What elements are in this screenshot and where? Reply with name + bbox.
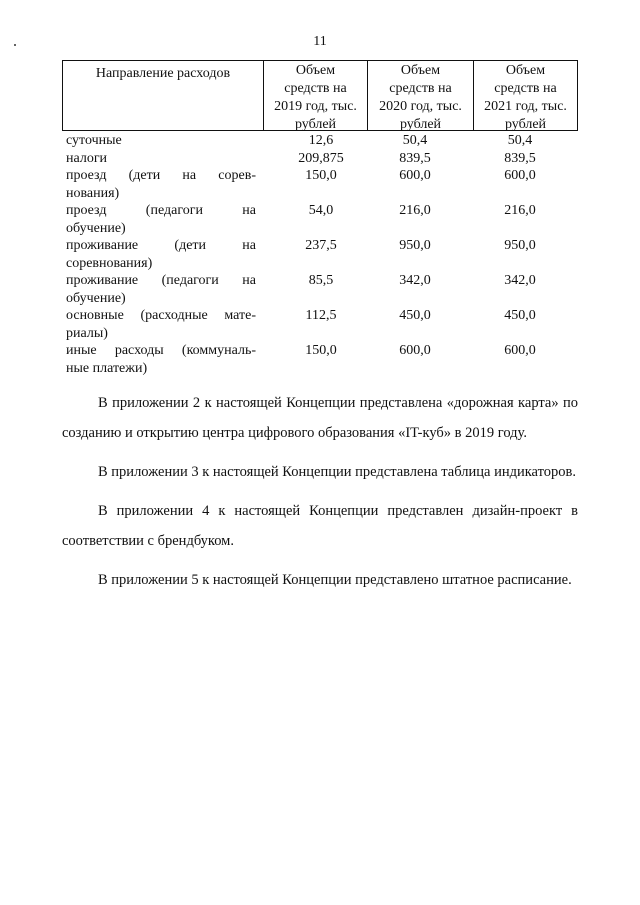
header-line: рублей <box>504 117 547 132</box>
row-label-line: нования) <box>66 185 120 201</box>
header-line: Направление расходов <box>95 66 231 81</box>
body-text <box>62 388 578 604</box>
header-line: средств на <box>389 81 452 96</box>
paragraph: В приложении 3 к настоящей Концепции представлена таблица индикаторов. <box>98 464 576 480</box>
row-label: налоги <box>66 150 108 166</box>
row-label <box>66 167 256 202</box>
row-label-line: проживание (дети на <box>66 238 256 253</box>
header-line: 2021 год, тыс. <box>484 99 567 114</box>
value-2020: 50,4 <box>402 133 428 148</box>
row-label-line: обучение) <box>66 220 126 236</box>
table-row <box>66 237 578 272</box>
header-line: 2019 год, тыс. <box>274 99 357 114</box>
value-2020: 600,0 <box>399 168 431 183</box>
row-label <box>66 272 256 307</box>
header-2020 <box>367 61 473 130</box>
table-header <box>62 60 578 131</box>
header-line: Объем <box>505 63 546 78</box>
value-2020: 216,0 <box>399 203 431 218</box>
value-2019: 54,0 <box>308 203 334 218</box>
header-line: средств на <box>494 81 557 96</box>
header-line: рублей <box>294 117 337 132</box>
header-2021 <box>473 61 577 130</box>
value-2020: 342,0 <box>399 273 431 288</box>
row-label: суточные <box>66 133 122 148</box>
header-line: рублей <box>399 117 442 132</box>
value-2020: 839,5 <box>399 150 431 166</box>
value-2020: 950,0 <box>399 238 431 253</box>
row-label-line: проживание (педагоги на <box>66 273 256 288</box>
value-2019: 150,0 <box>305 343 337 358</box>
header-direction <box>63 61 263 130</box>
row-label <box>66 342 256 377</box>
row-label-line: проезд (педагоги на <box>66 203 256 218</box>
row-label-line: обучение) <box>66 290 126 306</box>
paragraph: В приложении 4 к настоящей Концепции представлен дизайн-проект в соответствии с брендбуком. <box>62 503 578 549</box>
value-2020: 600,0 <box>399 343 431 358</box>
table-row <box>66 342 578 377</box>
value-2019: 12,6 <box>308 133 334 148</box>
value-2019: 209,875 <box>298 150 344 166</box>
table-row <box>66 132 578 150</box>
row-label-line: иные расходы (коммуналь- <box>66 343 256 358</box>
row-label <box>66 202 256 237</box>
header-line: Объем <box>295 63 336 78</box>
value-2021: 50,4 <box>507 133 533 148</box>
value-2019: 150,0 <box>305 168 337 183</box>
table-row <box>66 272 578 307</box>
row-label-line: проезд (дети на сорев- <box>66 168 256 183</box>
header-line: средств на <box>284 81 347 96</box>
value-2019: 85,5 <box>308 273 334 288</box>
table-row <box>66 307 578 342</box>
value-2021: 450,0 <box>504 308 536 323</box>
table-body <box>66 132 578 377</box>
value-2021: 342,0 <box>504 273 536 288</box>
row-label-line: основные (расходные мате- <box>66 308 256 323</box>
table-row <box>66 167 578 202</box>
value-2019: 112,5 <box>305 308 337 323</box>
header-line: Объем <box>400 63 441 78</box>
row-label <box>66 307 256 342</box>
header-2019 <box>263 61 367 130</box>
row-label <box>66 237 256 272</box>
row-label-line: ные платежи) <box>66 360 148 376</box>
value-2021: 950,0 <box>504 238 536 253</box>
paragraph: В приложении 2 к настоящей Концепции представлена «дорожная карта» по созданию и открытию центра цифрового образования «IT-куб» в 2019 году. <box>62 395 578 441</box>
header-line: 2020 год, тыс. <box>379 99 462 114</box>
value-2021: 216,0 <box>504 203 536 218</box>
table-row <box>66 150 578 168</box>
table-row <box>66 202 578 237</box>
value-2020: 450,0 <box>399 308 431 323</box>
value-2021: 839,5 <box>504 150 536 166</box>
paragraph: В приложении 5 к настоящей Концепции представлено штатное расписание. <box>98 572 572 588</box>
row-label-line: соревнования) <box>66 255 153 271</box>
row-label-line: риалы) <box>66 325 108 341</box>
value-2019: 237,5 <box>305 238 337 253</box>
value-2021: 600,0 <box>504 343 536 358</box>
page-number: 11 <box>313 34 327 49</box>
value-2021: 600,0 <box>504 168 536 183</box>
